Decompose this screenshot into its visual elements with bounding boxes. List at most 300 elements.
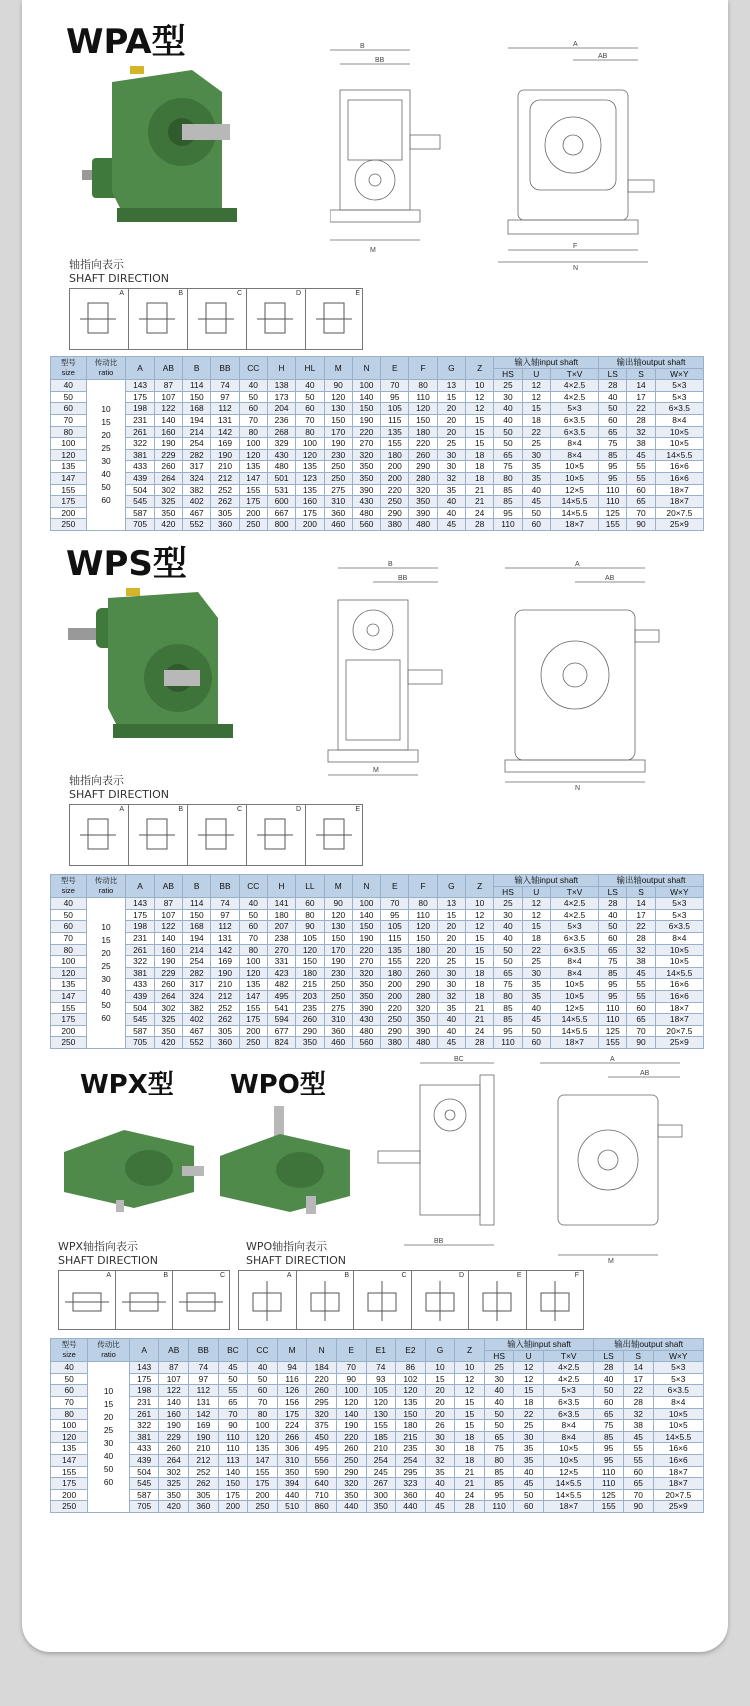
table-cell: 60 [296, 898, 324, 910]
table-cell: 20 [437, 944, 465, 956]
table-cell: 20 [437, 921, 465, 933]
table-cell: 74 [366, 1362, 396, 1374]
svg-text:A: A [610, 1056, 615, 1063]
col-header: G [437, 875, 465, 898]
table-cell: 32 [627, 426, 655, 438]
table-cell: 20×7.5 [655, 1025, 703, 1037]
table-cell: 50 [239, 909, 267, 921]
wps-spec-table [50, 874, 704, 1049]
table-cell: 290 [409, 461, 437, 473]
table-cell: 85 [494, 1002, 522, 1014]
table-cell: 173 [267, 391, 295, 403]
table-cell: 135 [296, 461, 324, 473]
table-cell: 70 [381, 380, 409, 392]
table-cell: 262 [211, 1014, 239, 1026]
col-header: LS [599, 886, 627, 898]
table-cell: 50 [484, 1408, 514, 1420]
table-cell: 25 [522, 956, 550, 968]
table-cell: 110 [599, 1014, 627, 1026]
table-cell: 155 [248, 1466, 278, 1478]
table-cell: 80 [484, 1454, 514, 1466]
table-cell: 93 [366, 1373, 396, 1385]
table-cell: 50 [51, 909, 87, 921]
table-cell: 440 [277, 1489, 307, 1501]
table-row [51, 967, 704, 979]
table-cell: 50 [494, 956, 522, 968]
table-cell: 433 [129, 1443, 159, 1455]
table-cell: 65 [494, 449, 522, 461]
input-shaft-header: 输入轴input shaft [494, 875, 599, 887]
table-cell: 190 [352, 414, 380, 426]
table-cell: 20 [437, 426, 465, 438]
table-cell: 231 [126, 932, 154, 944]
table-cell: 350 [352, 472, 380, 484]
col-header: A [129, 1339, 159, 1362]
table-cell: 16×6 [655, 990, 703, 1002]
table-cell: 135 [239, 461, 267, 473]
table-cell: 21 [455, 1478, 485, 1490]
table-cell: 317 [183, 461, 211, 473]
table-cell: 87 [159, 1362, 189, 1374]
table-cell: 220 [409, 956, 437, 968]
table-cell: 65 [627, 1014, 655, 1026]
table-cell: 250 [51, 519, 87, 531]
table-cell: 175 [51, 1014, 87, 1026]
table-cell: 100 [51, 438, 87, 450]
table-cell: 50 [494, 944, 522, 956]
table-cell: 20 [425, 1385, 455, 1397]
table-row [51, 449, 704, 461]
table-row [51, 380, 704, 392]
table-cell: 20×7.5 [653, 1489, 703, 1501]
table-cell: 230 [324, 967, 352, 979]
wpo-title: WPO型 [230, 1070, 326, 1100]
table-cell: 100 [239, 438, 267, 450]
table-cell: 90 [627, 1037, 655, 1049]
table-cell: 80 [296, 426, 324, 438]
table-cell: 50 [218, 1373, 248, 1385]
table-cell: 541 [267, 1002, 295, 1014]
table-cell: 35 [522, 461, 550, 473]
table-cell: 231 [129, 1396, 159, 1408]
table-cell: 45 [623, 1431, 653, 1443]
col-header: T×V [550, 368, 598, 380]
table-cell: 120 [248, 1431, 278, 1443]
table-cell: 320 [307, 1408, 337, 1420]
table-cell: 130 [324, 403, 352, 415]
table-cell: 135 [381, 944, 409, 956]
table-cell: 120 [409, 403, 437, 415]
table-cell: 640 [307, 1478, 337, 1490]
wpa-dir-a: A [70, 289, 129, 349]
col-header: 型号 size [51, 1339, 88, 1362]
table-cell: 170 [324, 944, 352, 956]
table-cell: 12×5 [550, 484, 598, 496]
table-cell: 204 [267, 403, 295, 415]
table-cell: 175 [296, 507, 324, 519]
table-cell: 120 [296, 944, 324, 956]
wpx-wpo-spec-table [50, 1338, 704, 1513]
table-cell: 300 [366, 1489, 396, 1501]
table-cell: 260 [154, 461, 182, 473]
col-header: B [183, 357, 211, 380]
table-cell: 138 [267, 380, 295, 392]
table-cell: 105 [366, 1385, 396, 1397]
table-cell: 142 [211, 944, 239, 956]
table-cell: 143 [126, 898, 154, 910]
table-cell: 75 [494, 979, 522, 991]
table-cell: 320 [409, 484, 437, 496]
col-header: U [514, 1350, 544, 1362]
table-cell: 60 [239, 403, 267, 415]
table-cell: 14×5.5 [655, 449, 703, 461]
table-row [51, 496, 704, 508]
table-cell: 175 [239, 1014, 267, 1026]
col-header: AB [154, 357, 182, 380]
table-cell: 4×2.5 [550, 898, 598, 910]
wpx-dir-a: A [59, 1271, 116, 1329]
table-cell: 310 [324, 496, 352, 508]
col-header: F [409, 357, 437, 380]
table-cell: 60 [599, 414, 627, 426]
table-cell: 531 [267, 484, 295, 496]
table-cell: 90 [336, 1373, 366, 1385]
table-cell: 261 [129, 1408, 159, 1420]
table-cell: 8×4 [543, 1420, 593, 1432]
table-cell: 504 [129, 1466, 159, 1478]
table-cell: 360 [324, 1025, 352, 1037]
table-cell: 155 [599, 519, 627, 531]
table-cell: 50 [248, 1373, 278, 1385]
table-cell: 15 [466, 414, 494, 426]
table-cell: 380 [381, 519, 409, 531]
table-cell: 560 [352, 1037, 380, 1049]
table-cell: 180 [381, 967, 409, 979]
col-header: M [324, 357, 352, 380]
col-header: CC [239, 357, 267, 380]
table-cell: 22 [522, 426, 550, 438]
table-row [51, 1014, 704, 1026]
table-cell: 150 [218, 1478, 248, 1490]
table-cell: 110 [409, 909, 437, 921]
table-cell: 55 [627, 979, 655, 991]
table-cell: 12 [514, 1362, 544, 1374]
table-cell: 70 [627, 507, 655, 519]
table-cell: 290 [381, 507, 409, 519]
table-cell: 150 [352, 921, 380, 933]
table-cell: 350 [296, 1037, 324, 1049]
table-cell: 85 [484, 1478, 514, 1490]
table-cell: 105 [296, 932, 324, 944]
table-cell: 275 [324, 1002, 352, 1014]
table-row [51, 921, 704, 933]
table-cell: 95 [381, 391, 409, 403]
col-header: S [627, 368, 655, 380]
table-row [51, 1443, 704, 1455]
table-cell: 14×5.5 [550, 1025, 598, 1037]
table-cell: 60 [627, 1002, 655, 1014]
table-cell: 260 [409, 967, 437, 979]
table-cell: 252 [211, 1002, 239, 1014]
table-cell: 135 [396, 1396, 426, 1408]
table-cell: 677 [267, 1025, 295, 1037]
table-cell: 169 [189, 1420, 219, 1432]
table-cell: 114 [183, 380, 211, 392]
col-header: F [409, 875, 437, 898]
table-cell: 50 [514, 1489, 544, 1501]
table-cell: 254 [366, 1454, 396, 1466]
table-cell: 135 [51, 461, 87, 473]
table-cell: 12 [522, 380, 550, 392]
table-cell: 10 [466, 380, 494, 392]
table-cell: 55 [627, 990, 655, 1002]
table-cell: 17 [627, 391, 655, 403]
table-cell: 28 [594, 1362, 624, 1374]
wpx-shaft-heading [58, 1240, 158, 1268]
table-row [51, 932, 704, 944]
table-cell: 40 [514, 1466, 544, 1478]
col-header: W×Y [655, 368, 703, 380]
table-cell: 112 [189, 1385, 219, 1397]
table-cell: 80 [239, 426, 267, 438]
table-cell: 10×5 [655, 956, 703, 968]
table-cell: 175 [218, 1489, 248, 1501]
table-cell: 30 [484, 1373, 514, 1385]
table-cell: 107 [154, 909, 182, 921]
table-cell: 480 [409, 1037, 437, 1049]
table-cell: 55 [627, 461, 655, 473]
table-cell: 14×5.5 [550, 507, 598, 519]
wps-side-drawing [318, 560, 468, 780]
table-cell: 28 [627, 414, 655, 426]
table-cell: 80 [51, 944, 87, 956]
table-cell: 10 [425, 1362, 455, 1374]
table-cell: 80 [494, 472, 522, 484]
table-cell: 38 [627, 438, 655, 450]
table-cell: 203 [296, 990, 324, 1002]
table-cell: 250 [336, 1454, 366, 1466]
table-cell: 105 [381, 921, 409, 933]
table-cell: 200 [239, 507, 267, 519]
table-row [51, 956, 704, 968]
svg-text:A: A [575, 561, 580, 568]
table-cell: 504 [126, 484, 154, 496]
table-cell: 175 [239, 496, 267, 508]
wps-title: WPS型 [66, 544, 187, 584]
table-cell: 102 [396, 1373, 426, 1385]
table-cell: 350 [154, 507, 182, 519]
table-cell: 433 [126, 461, 154, 473]
table-cell: 97 [211, 909, 239, 921]
col-header: B [183, 875, 211, 898]
table-cell: 74 [211, 898, 239, 910]
table-cell: 423 [267, 967, 295, 979]
table-cell: 5×3 [655, 909, 703, 921]
table-cell: 115 [381, 414, 409, 426]
table-cell: 210 [211, 461, 239, 473]
table-cell: 140 [218, 1466, 248, 1478]
table-cell: 480 [352, 507, 380, 519]
table-cell: 250 [51, 1501, 88, 1513]
table-cell: 260 [336, 1443, 366, 1455]
table-cell: 30 [437, 449, 465, 461]
col-header: G [425, 1339, 455, 1362]
wpo-shaft-heading [246, 1240, 346, 1268]
table-cell: 74 [189, 1362, 219, 1374]
table-cell: 60 [522, 519, 550, 531]
table-row [51, 990, 704, 1002]
table-cell: 155 [51, 1466, 88, 1478]
table-cell: 120 [51, 449, 87, 461]
table-cell: 4×2.5 [543, 1373, 593, 1385]
table-row [51, 1466, 704, 1478]
table-cell: 110 [599, 484, 627, 496]
table-cell: 5×3 [653, 1373, 703, 1385]
table-cell: 18×7 [543, 1501, 593, 1513]
table-cell: 200 [51, 1489, 88, 1501]
col-header: 型号 size [51, 875, 87, 898]
table-cell: 13 [437, 380, 465, 392]
ratio-cell: 10 15 20 25 30 40 50 60 [88, 1362, 130, 1513]
table-cell: 12 [455, 1373, 485, 1385]
col-header: CC [248, 1339, 278, 1362]
table-cell: 6×3.5 [655, 921, 703, 933]
table-cell: 207 [267, 921, 295, 933]
table-cell: 200 [51, 507, 87, 519]
table-cell: 110 [218, 1431, 248, 1443]
table-cell: 220 [307, 1373, 337, 1385]
table-cell: 125 [594, 1489, 624, 1501]
wpx-dir-c: C [173, 1271, 229, 1329]
table-cell: 350 [352, 990, 380, 1002]
table-cell: 24 [466, 1025, 494, 1037]
table-cell: 250 [239, 519, 267, 531]
table-cell: 110 [494, 519, 522, 531]
table-cell: 220 [352, 426, 380, 438]
col-header: U [522, 886, 550, 898]
col-header: S [623, 1350, 653, 1362]
wpa-dir-b: B [129, 289, 188, 349]
table-cell: 190 [352, 932, 380, 944]
table-cell: 114 [183, 898, 211, 910]
table-cell: 35 [425, 1466, 455, 1478]
table-cell: 5×3 [655, 898, 703, 910]
table-cell: 14×5.5 [543, 1478, 593, 1490]
table-cell: 25 [514, 1420, 544, 1432]
table-cell: 50 [494, 438, 522, 450]
table-cell: 235 [396, 1443, 426, 1455]
col-header: E [381, 875, 409, 898]
table-cell: 120 [239, 967, 267, 979]
svg-text:B: B [360, 43, 365, 50]
table-cell: 147 [239, 990, 267, 1002]
table-cell: 250 [324, 990, 352, 1002]
table-cell: 60 [296, 403, 324, 415]
table-cell: 10 [455, 1362, 485, 1374]
table-cell: 430 [267, 449, 295, 461]
table-cell: 40 [522, 484, 550, 496]
table-cell: 381 [129, 1431, 159, 1443]
table-cell: 350 [159, 1489, 189, 1501]
col-header: S [627, 886, 655, 898]
table-cell: 65 [627, 496, 655, 508]
wpo-shaft-cn: WPO轴指向表示 [246, 1240, 328, 1253]
table-cell: 402 [183, 496, 211, 508]
table-cell: 331 [267, 956, 295, 968]
svg-text:N: N [573, 265, 579, 270]
table-cell: 38 [627, 956, 655, 968]
table-cell: 268 [267, 426, 295, 438]
svg-text:BC: BC [454, 1056, 464, 1063]
table-cell: 45 [522, 1014, 550, 1026]
table-row [51, 1396, 704, 1408]
wpo-dir-e: E [469, 1271, 527, 1329]
table-cell: 480 [352, 1025, 380, 1037]
table-cell: 15 [466, 438, 494, 450]
output-shaft-header: 输出轴output shaft [599, 875, 704, 887]
table-cell: 40 [51, 1362, 88, 1374]
output-shaft-header: 输出轴output shaft [594, 1339, 704, 1351]
table-cell: 22 [627, 403, 655, 415]
wpo-shaft-diagrams [238, 1270, 584, 1330]
table-cell: 18 [522, 932, 550, 944]
table-cell: 350 [154, 1025, 182, 1037]
table-cell: 305 [211, 1025, 239, 1037]
table-cell: 40 [494, 403, 522, 415]
table-row [51, 898, 704, 910]
table-cell: 10×5 [655, 426, 703, 438]
table-cell: 329 [267, 438, 295, 450]
table-row [51, 1501, 704, 1513]
table-cell: 175 [126, 391, 154, 403]
table-cell: 460 [324, 519, 352, 531]
table-cell: 302 [154, 1002, 182, 1014]
table-cell: 20 [437, 414, 465, 426]
table-cell: 45 [437, 1037, 465, 1049]
table-cell: 70 [239, 414, 267, 426]
table-cell: 184 [307, 1362, 337, 1374]
table-cell: 28 [599, 898, 627, 910]
table-cell: 70 [623, 1489, 653, 1501]
table-cell: 21 [466, 1002, 494, 1014]
table-cell: 440 [396, 1501, 426, 1513]
table-cell: 381 [126, 967, 154, 979]
table-cell: 100 [336, 1385, 366, 1397]
table-cell: 212 [189, 1454, 219, 1466]
table-row [51, 1420, 704, 1432]
table-cell: 323 [396, 1478, 426, 1490]
table-cell: 250 [381, 1014, 409, 1026]
table-cell: 18×7 [655, 484, 703, 496]
table-cell: 552 [183, 1037, 211, 1049]
wps-front-drawing [495, 560, 685, 790]
table-cell: 50 [51, 1373, 88, 1385]
wpx-shaft-diagrams [58, 1270, 230, 1330]
table-cell: 50 [296, 391, 324, 403]
table-cell: 705 [126, 1037, 154, 1049]
table-cell: 50 [599, 403, 627, 415]
table-cell: 35 [522, 990, 550, 1002]
table-cell: 60 [599, 932, 627, 944]
table-cell: 402 [183, 1014, 211, 1026]
table-cell: 30 [494, 909, 522, 921]
table-cell: 320 [352, 967, 380, 979]
table-cell: 18×7 [653, 1466, 703, 1478]
table-cell: 95 [484, 1489, 514, 1501]
table-cell: 8×4 [550, 449, 598, 461]
table-cell: 18 [514, 1396, 544, 1408]
table-cell: 180 [409, 426, 437, 438]
